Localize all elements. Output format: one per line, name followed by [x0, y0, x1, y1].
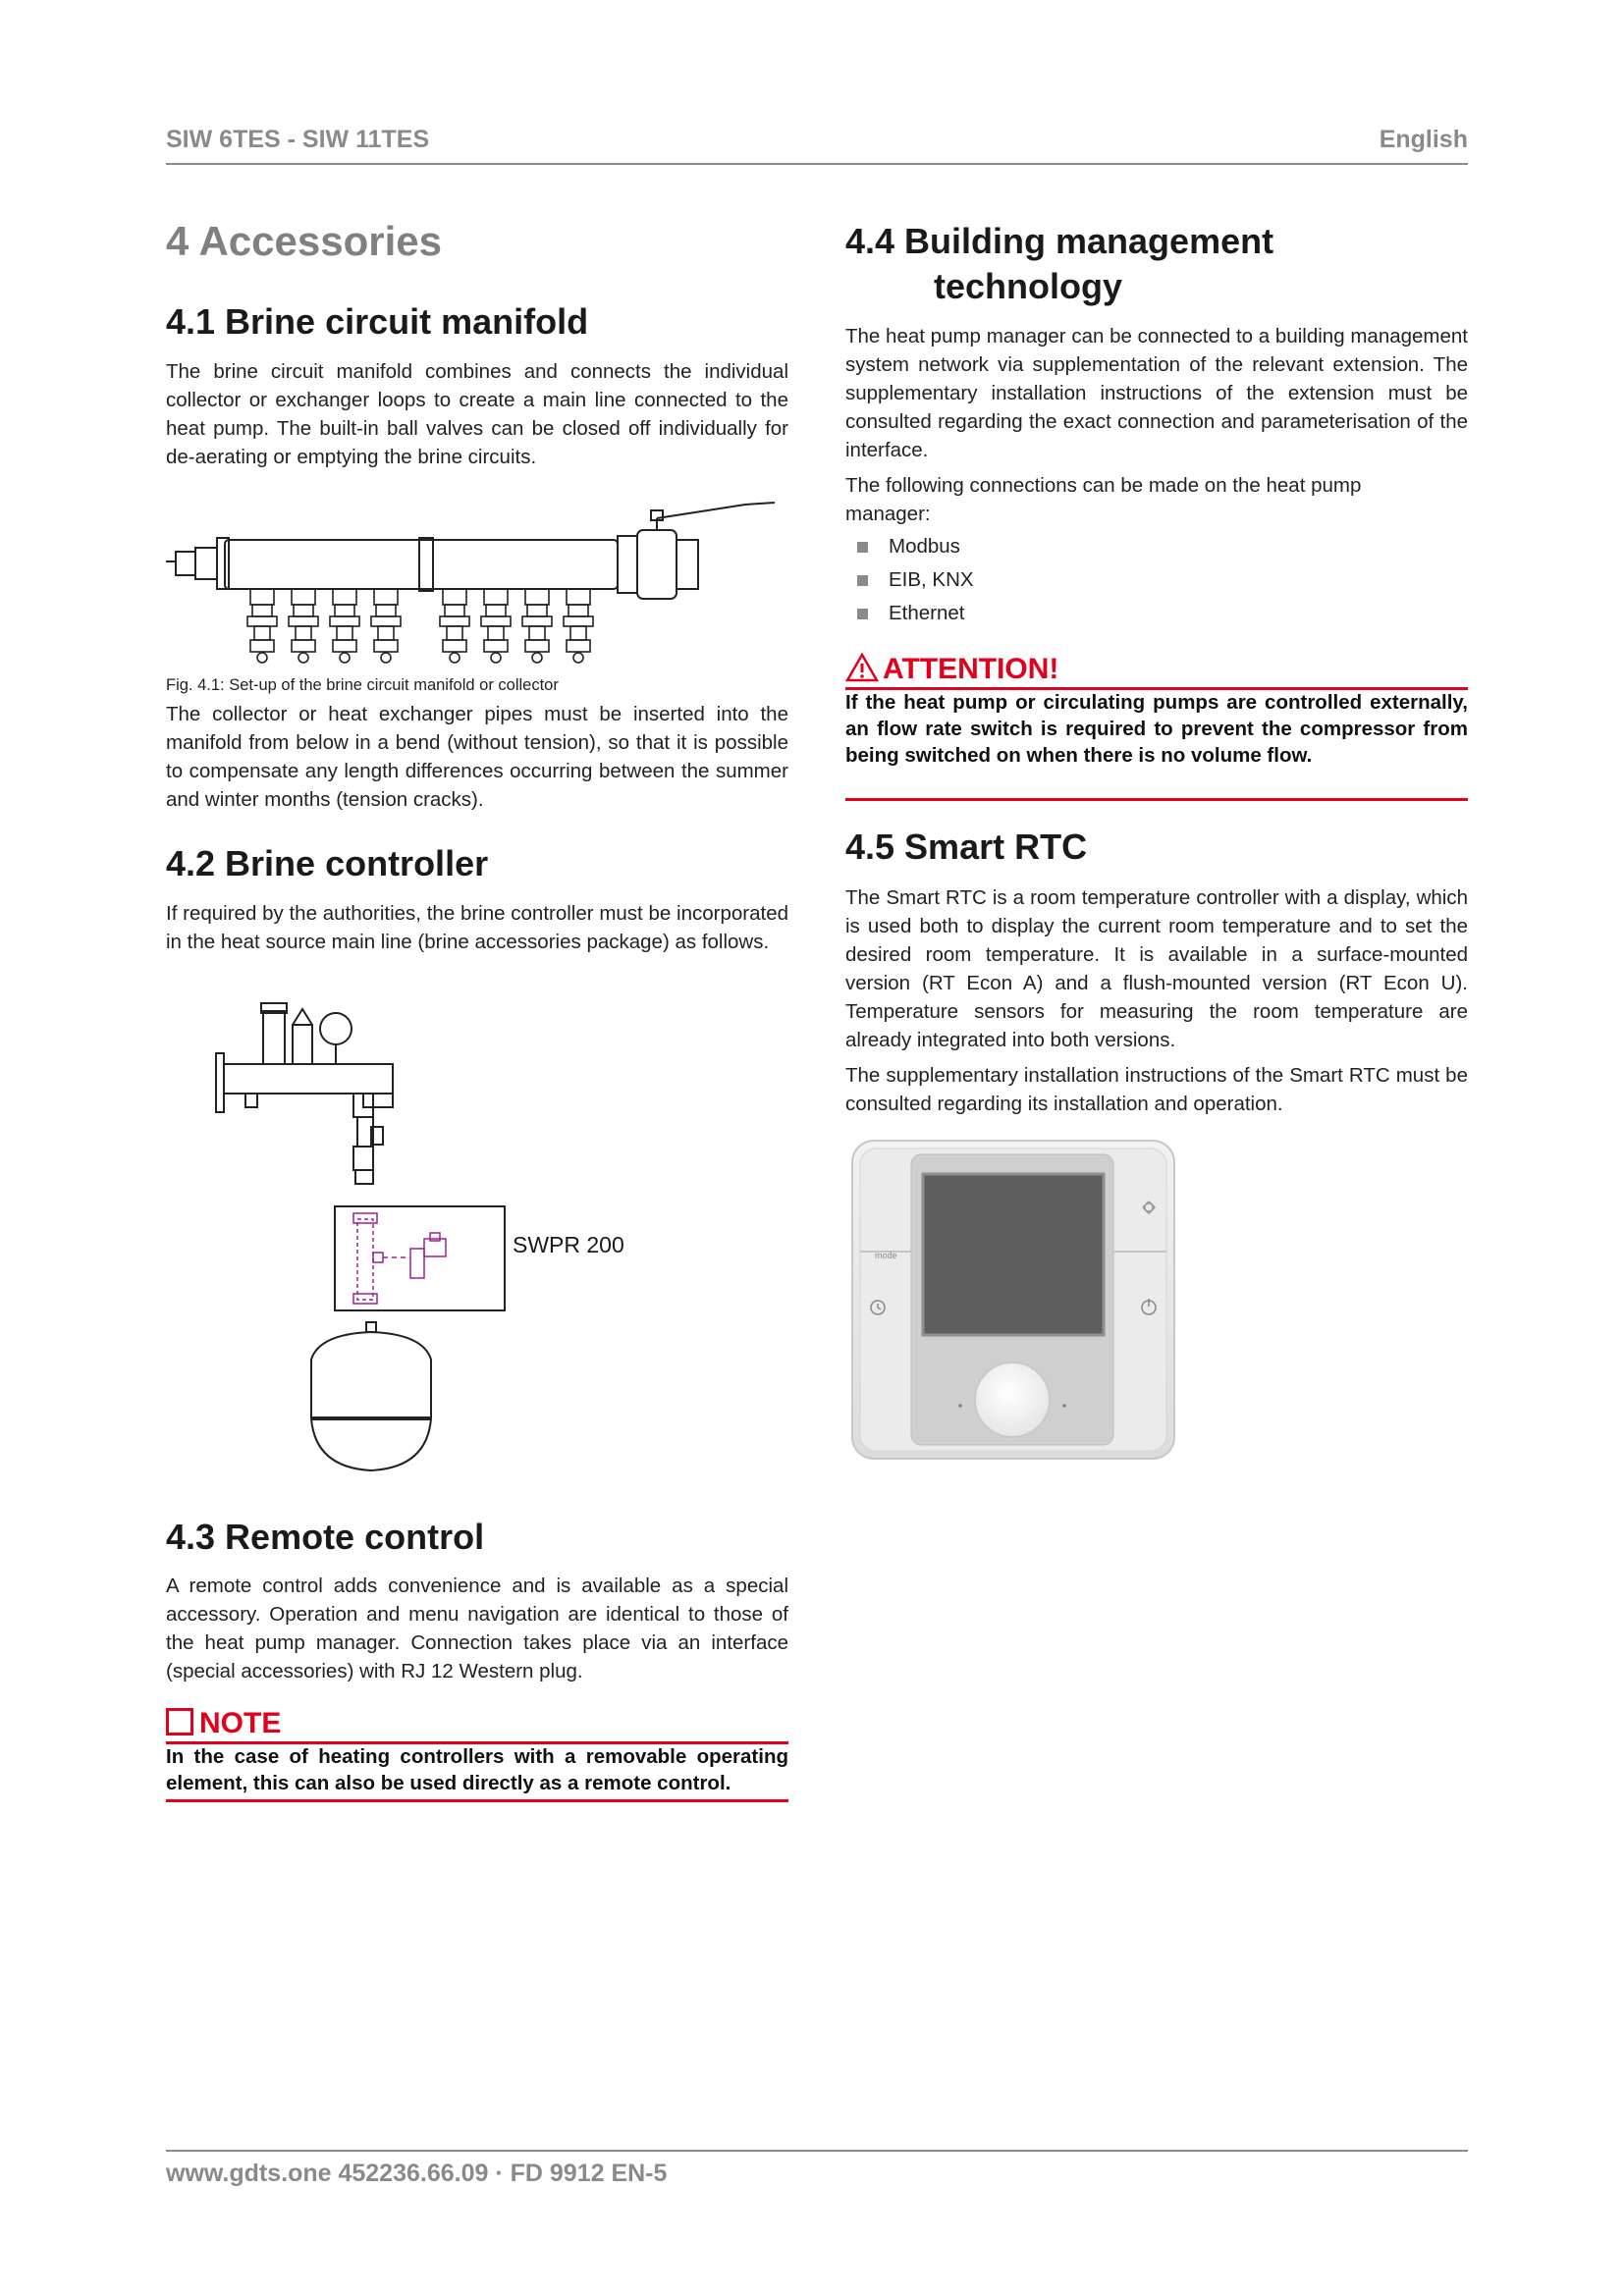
section-4-1-text: The brine circuit manifold combines and connects the individual collector or exchanger loops to create a main line connected to the heat pump. The built-in ball valves can be closed off individually for de-aerating or emptying the brine circuits.	[166, 360, 788, 468]
note-icon	[166, 1708, 193, 1735]
attention-bottom-rule	[845, 798, 1468, 801]
section-4-5-text-2: The supplementary installation instructions of the Smart RTC must be consulted regarding its installation and operation.	[845, 1064, 1468, 1115]
section-4-1-title: 4.1 Brine circuit manifold	[166, 301, 589, 342]
smart-rtc-device-image	[850, 1139, 1176, 1461]
section-4-1-text-2: The collector or heat exchanger pipes must be inserted into the manifold from below in a bend (without tension), so that it is possible to compensate any length differences occurring between the summer and winter months (tension cracks).	[166, 703, 788, 811]
list-item: Ethernet	[845, 597, 1238, 630]
section-4-4-title-line1: 4.4 Building management	[845, 221, 1274, 261]
section-4-3-title: 4.3 Remote control	[166, 1517, 485, 1557]
list-item: Modbus	[845, 530, 1238, 563]
swpr-200-label: SWPR 200	[513, 1232, 624, 1257]
list-item: EIB, KNX	[845, 563, 1238, 597]
attention-title	[845, 653, 1058, 686]
section-4-4-title-line2: technology	[934, 266, 1123, 306]
warning-triangle-icon	[845, 653, 879, 682]
brine-controller-figure	[206, 999, 442, 1196]
note-bottom-rule	[166, 1799, 788, 1802]
attention-title-text: ATTENTION!	[883, 653, 1059, 685]
section-4-5-text: The Smart RTC is a room temperature controller with a display, which is used both to display the current room temperature and to set the desired room temperature. It is available in a surface-mounted version (RT Econ A) and a flush-mounted version (RT Econ U). Temperature sensors for measuring the room temperature are already integrated into both versions.	[845, 886, 1468, 1051]
note-title-text: NOTE	[199, 1707, 282, 1739]
page-footer: www.gdts.one 452236.66.09 · FD 9912 EN-5	[166, 2160, 668, 2187]
connection-list	[845, 530, 1238, 630]
section-4-4-text-2: The following connections can be made on the heat pump manager:	[845, 474, 1362, 525]
section-4-2-text: If required by the authorities, the brine controller must be incorporated in the heat source main line (brine accessories package) as follows.	[166, 902, 788, 953]
header-language: English	[1379, 126, 1468, 153]
section-4-3-text: A remote control adds convenience and is available as a special accessory. Operation and menu navigation are identical to those of the heat pump manager. Connection takes place via an interface (special accessories) with RJ 12 Western plug.	[166, 1575, 788, 1682]
brine-manifold-figure	[166, 491, 788, 667]
figure-4-1-caption: Fig. 4.1: Set-up of the brine circuit manifold or collector	[166, 676, 559, 694]
device-mode-label: mode	[875, 1251, 897, 1260]
section-4-5-title: 4.5 Smart RTC	[845, 827, 1088, 867]
header-model: SIW 6TES - SIW 11TES	[166, 126, 430, 153]
section-4-2-title: 4.2 Brine controller	[166, 843, 489, 883]
note-body: In the case of heating controllers with a removable operating element, this can also be used directly as a remote control.	[166, 1745, 788, 1794]
chapter-title: 4 Accessories	[166, 218, 442, 264]
swpr-200-schematic	[334, 1205, 506, 1311]
expansion-vessel-figure	[299, 1320, 447, 1487]
page-header	[166, 122, 1468, 165]
note-title	[166, 1707, 281, 1740]
footer-rule	[166, 2150, 1468, 2152]
section-4-4-title	[845, 219, 1468, 309]
section-4-4-text: The heat pump manager can be connected to a building management system network via supplementation of the relevant extension. The supplementary installation instructions of the extension must be consulted regarding the exact connection and parameterisation of the interface.	[845, 325, 1468, 461]
attention-body: If the heat pump or circulating pumps are controlled externally, an flow rate switch is required to prevent the compressor from being switched on when there is no volume flow.	[845, 691, 1468, 767]
